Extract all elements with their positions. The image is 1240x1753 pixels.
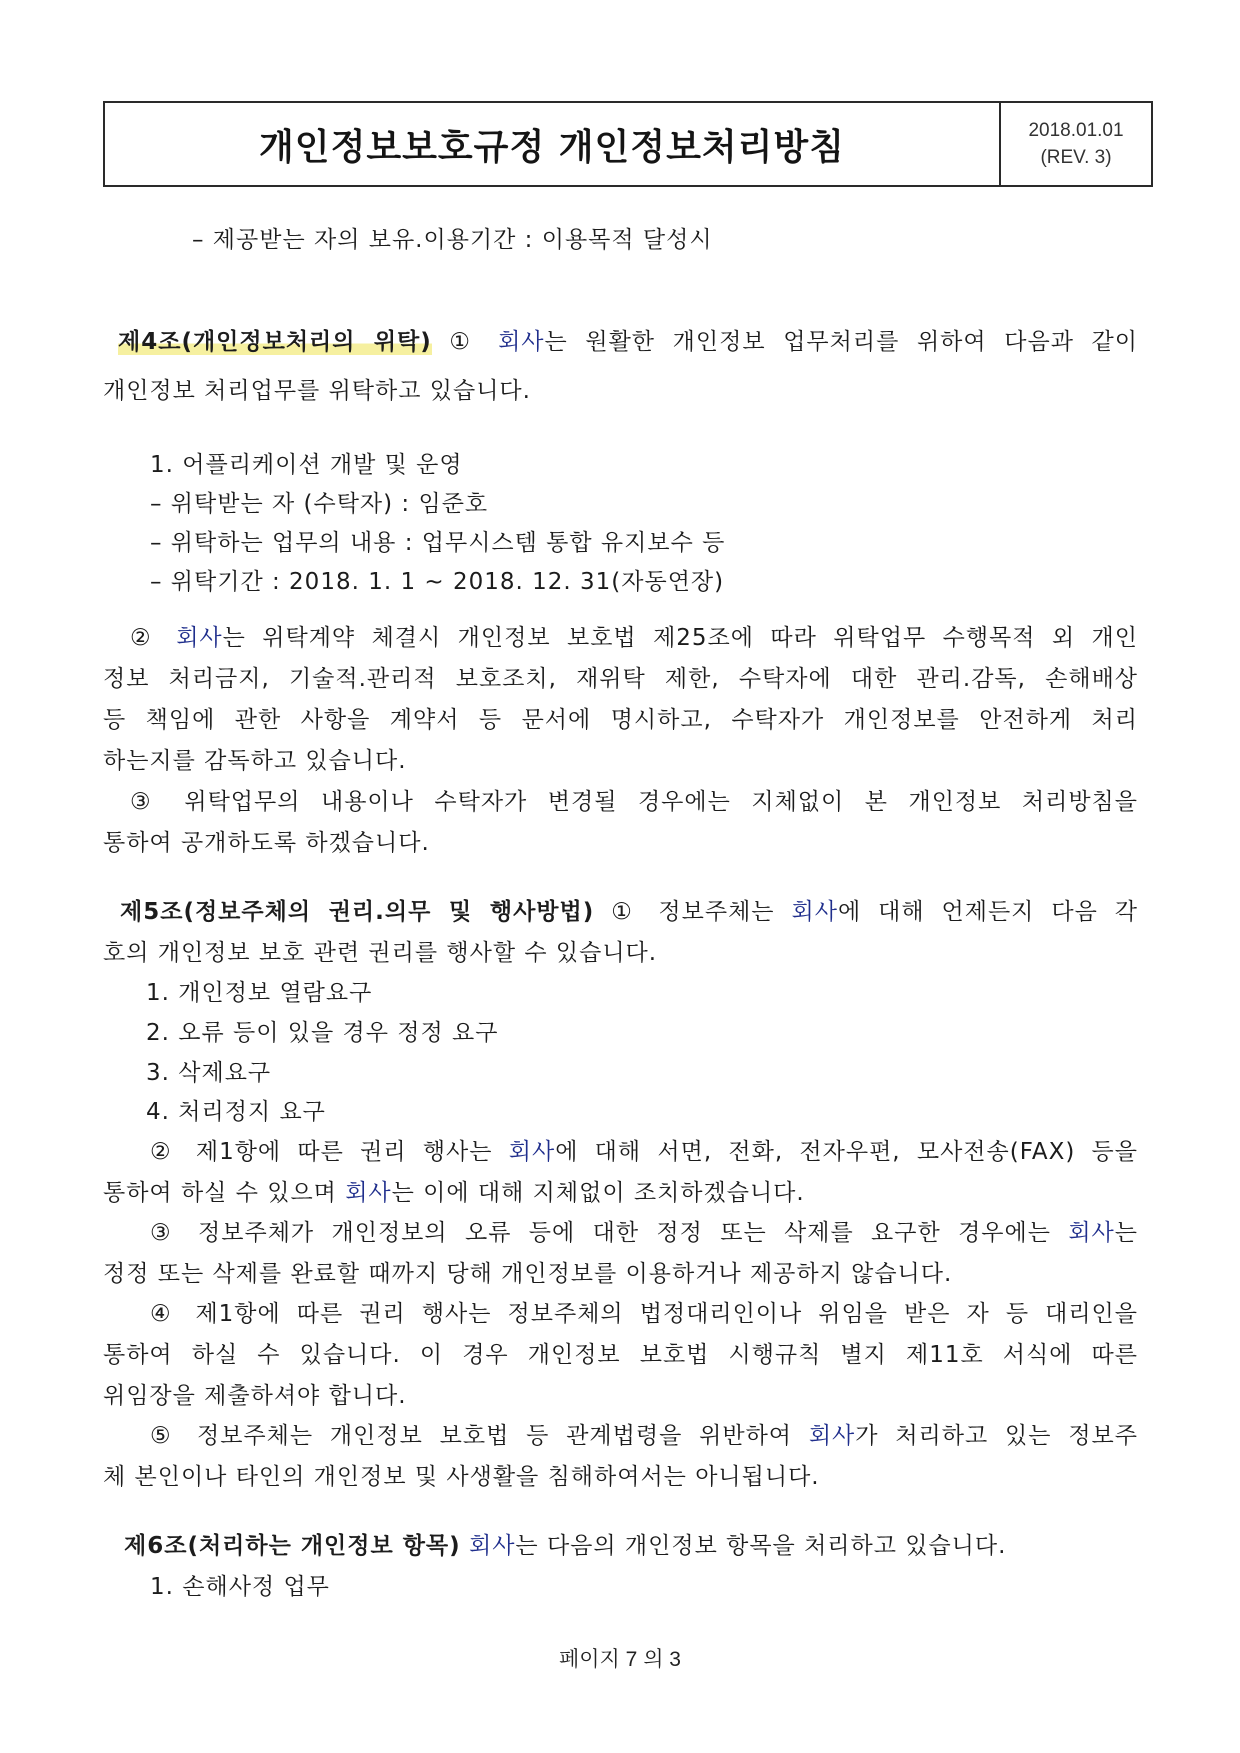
company-name: 회사	[468, 1533, 516, 1559]
list-item: – 위탁기간 : 2018. 1. 1 ~ 2018. 12. 31(자동연장)	[150, 569, 725, 595]
article-5-heading: 제5조(정보주체의 권리.의무 및 행사방법)	[120, 899, 595, 925]
article-6-heading: 제6조(처리하는 개인정보 항목)	[124, 1533, 461, 1559]
company-name: 회사	[498, 329, 545, 355]
company-name: 회사	[345, 1180, 392, 1206]
article-5-para-2-line-1: ② 제1항에 따른 권리 행사는 회사에 대해 서면, 전화, 전자우편, 모사전송(FAX) 등을	[150, 1139, 1138, 1165]
article-4-heading: 제4조(개인정보처리의 위탁)	[118, 329, 432, 355]
article-4-line-2: 개인정보 처리업무를 위탁하고 있습니다.	[103, 378, 531, 404]
article-5-para-4-line-3: 위임장을 제출하셔야 합니다.	[103, 1383, 407, 1409]
article-4-para-2-line-1: ② 회사는 위탁계약 체결시 개인정보 보호법 제25조에 따라 위탁업무 수행목적 외 개인	[130, 625, 1138, 651]
company-name: 회사	[791, 899, 838, 925]
article-4-para-2-line-2: 정보 처리금지, 기술적.관리적 보호조치, 재위탁 제한, 수탁자에 대한 관리.감독, 손해배상	[103, 666, 1138, 692]
article-5-para-3-line-2: 정정 또는 삭제를 완료할 때까지 당해 개인정보를 이용하거나 제공하지 않습니다.	[103, 1261, 953, 1287]
article-4-para-3-line-2: 통하여 공개하도록 하겠습니다.	[103, 830, 430, 856]
article-4-para-2-line-4: 하는지를 감독하고 있습니다.	[103, 748, 407, 774]
article-4-para-2-line-3: 등 책임에 관한 사항을 계약서 등 문서에 명시하고, 수탁자가 개인정보를 안전하게 처리	[103, 707, 1138, 733]
article-6-line-1: 제6조(처리하는 개인정보 항목) 회사는 다음의 개인정보 항목을 처리하고 있습니다.	[124, 1533, 1007, 1559]
list-item: 4. 처리정지 요구	[146, 1099, 326, 1125]
page-number: 페이지 7 의 3	[558, 1648, 681, 1671]
article-4-line-1: 제4조(개인정보처리의 위탁) ① 회사는 원활한 개인정보 업무처리를 위하여 다음과 같이	[118, 329, 1138, 355]
revision-date: 2018.01.01	[1028, 120, 1124, 141]
list-item: 2. 오류 등이 있을 경우 정정 요구	[146, 1020, 499, 1046]
article-5-para-5-line-2: 체 본인이나 타인의 개인정보 및 사생활을 침해하여서는 아니됩니다.	[103, 1464, 820, 1490]
article-5-para-2-line-2: 통하여 하실 수 있으며 회사는 이에 대해 지체없이 조치하겠습니다.	[103, 1180, 805, 1206]
company-name: 회사	[176, 625, 223, 651]
article-5-line-1: 제5조(정보주체의 권리.의무 및 행사방법) ① 정보주체는 회사에 대해 언제든지 다음 각	[120, 899, 1138, 925]
retention-period-line: – 제공받는 자의 보유.이용기간 : 이용목적 달성시	[192, 227, 713, 253]
list-item: 3. 삭제요구	[146, 1060, 272, 1086]
article-5-para-5-line-1: ⑤ 정보주체는 개인정보 보호법 등 관계법령을 위반하여 회사가 처리하고 있는 정보주	[150, 1423, 1138, 1449]
list-item: – 위탁받는 자 (수탁자) : 임준호	[150, 491, 489, 517]
article-5-para-3-line-1: ③ 정보주체가 개인정보의 오류 등에 대한 정정 또는 삭제를 요구한 경우에는 회사는	[150, 1220, 1138, 1246]
list-item: 1. 손해사정 업무	[150, 1574, 330, 1600]
company-name: 회사	[508, 1139, 556, 1165]
article-4-para-3-line-1: ③ 위탁업무의 내용이나 수탁자가 변경될 경우에는 지체없이 본 개인정보 처리방침을	[130, 789, 1138, 815]
document-header	[103, 101, 1153, 187]
company-name: 회사	[1068, 1220, 1115, 1246]
article-5-para-4-line-1: ④ 제1항에 따른 권리 행사는 정보주체의 법정대리인이나 위임을 받은 자 등 대리인을	[150, 1301, 1138, 1327]
revision-box	[1001, 103, 1151, 185]
document-title: 개인정보보호규정 개인정보처리방침	[105, 103, 1001, 185]
company-name: 회사	[808, 1423, 856, 1449]
revision-number: (REV. 3)	[1040, 147, 1112, 168]
article-5-line-2: 호의 개인정보 보호 관련 권리를 행사할 수 있습니다.	[103, 940, 658, 966]
article-5-para-4-line-2: 통하여 하실 수 있습니다. 이 경우 개인정보 보호법 시행규칙 별지 제11호 서식에 따른	[103, 1342, 1138, 1368]
list-item: 1. 어플리케이션 개발 및 운영	[150, 452, 463, 478]
list-item: 1. 개인정보 열람요구	[146, 980, 373, 1006]
list-item: – 위탁하는 업무의 내용 : 업무시스템 통합 유지보수 등	[150, 530, 726, 556]
